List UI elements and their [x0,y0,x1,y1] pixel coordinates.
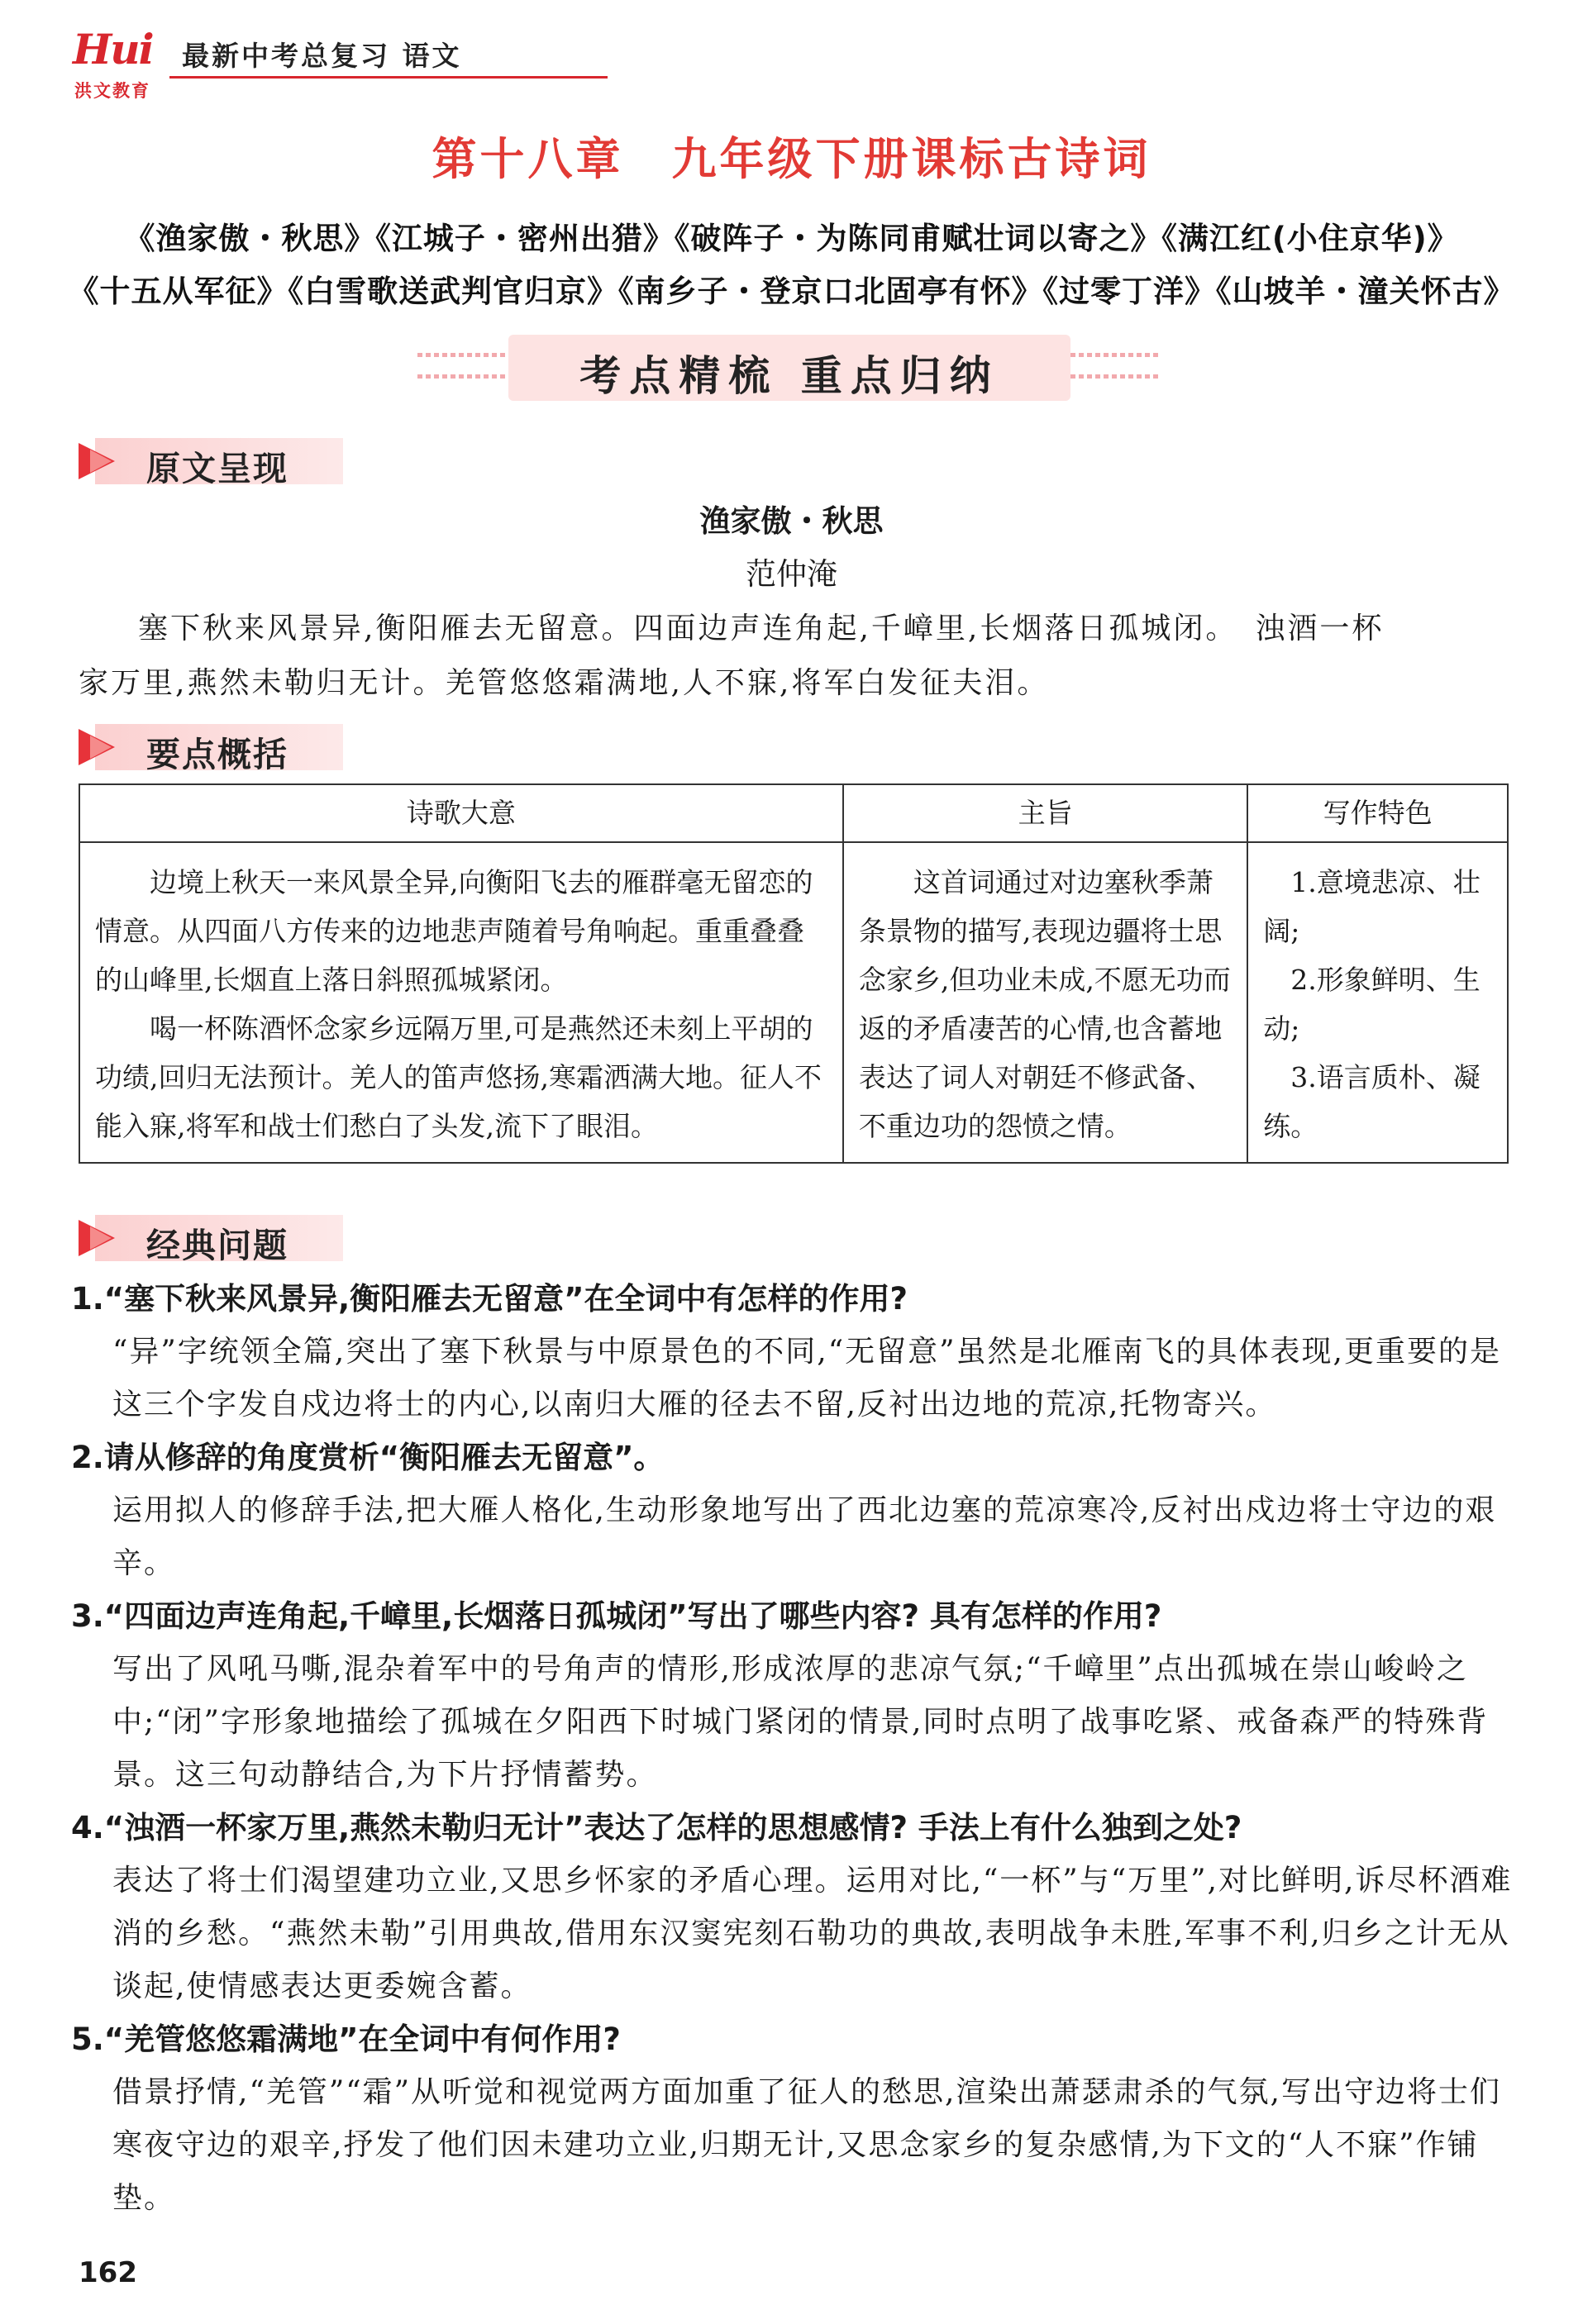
section-banner [417,335,1161,401]
question-1: 1.“塞下秋来风景异,衡阳雁去无留意”在全词中有怎样的作用? [71,1281,908,1317]
col-header-meaning: 诗歌大意 [79,784,843,842]
chapter-title: 第十八章 九年级下册课标古诗词 [432,133,1151,185]
theme-paragraph: 这首词通过对边塞秋季萧条景物的描写,表现边疆将士思念家乡,但功业未成,不愿无功而返的矛盾凄苦的心情,也含蓄地表达了词人对朝廷不修武备、不重边功的怨愤之情。 [858,866,1231,1142]
poem-author: 范仲淹 [746,556,837,592]
feature-item: 3.语言质朴、凝练。 [1263,1061,1480,1142]
meaning-paragraph-1: 边境上秋天一来风景全异,向衡阳飞去的雁群毫无留恋的情意。从四面八方传来的边地悲声随着号角响起。重重叠叠的山峰里,长烟直上落日斜照孤城紧闭。 [95,866,813,996]
header-rule [169,76,608,79]
section-label: 要点概括 [146,735,288,774]
section-questions [79,1215,343,1265]
book-title: 最新中考总复习 语文 [182,40,462,72]
question-2: 2.请从修辞的角度赏析“衡阳雁去无留意”。 [71,1440,665,1475]
summary-table [79,783,1509,1164]
cell-meaning [79,842,843,1163]
section-summary [79,724,343,774]
page-header [66,25,554,101]
poem-list-line2: 《十五从军征》《白雪歌送武判官归京》《南乡子・登京口北固亭有怀》《过零丁洋》《山坡羊・潼关怀古》 [68,274,1515,309]
brand-logo: Hui [73,25,153,74]
col-header-features: 写作特色 [1247,784,1508,842]
answer-2: 运用拟人的修辞手法,把大雁人格化,生动形象地写出了西北边塞的荒凉寒冷,反衬出戍边将士守边的艰辛。 [112,1493,1497,1580]
meaning-paragraph-2: 喝一杯陈酒怀念家乡远隔万里,可是燕然还未刻上平胡的功绩,回归无法预计。羌人的笛声悠扬,寒霜洒满大地。征人不能入寐,将军和战士们愁白了头发,流下了眼泪。 [95,1012,822,1142]
section-original [79,438,343,488]
poem-line-1: 塞下秋来风景异,衡阳雁去无留意。四面边声连角起,千嶂里,长烟落日孤城闭。 浊酒一杯 [138,612,1385,645]
question-4: 4.“浊酒一杯家万里,燕然未勒归无计”表达了怎样的思想感情? 手法上有什么独到之处? [71,1810,1242,1845]
cell-features [1247,842,1508,1163]
poem-list-line1: 《渔家傲・秋思》《江城子・密州出猎》《破阵子・为陈同甫赋壮词以寄之》《满江红(小住京华)》 [124,221,1459,256]
question-3: 3.“四面边声连角起,千嶂里,长烟落日孤城闭”写出了哪些内容? 具有怎样的作用? [71,1598,1162,1634]
feature-item: 1.意境悲凉、壮阔; [1263,866,1480,947]
section-label: 经典问题 [146,1226,288,1265]
feature-item: 2.形象鲜明、生动; [1263,964,1480,1045]
col-header-theme: 主旨 [843,784,1247,842]
brand-name: 洪文教育 [74,81,150,101]
answer-3: 写出了风吼马嘶,混杂着军中的号角声的情形,形成浓厚的悲凉气氛;“千嶂里”点出孤城在崇山峻岭之中;“闭”字形象地描绘了孤城在夕阳西下时城门紧闭的情景,同时点明了战事吃紧、戒备森严的特殊背景。这三句动静结合,为下片抒情蓄势。 [112,1652,1489,1792]
poem-line-2: 家万里,燕然未勒归无计。羌管悠悠霜满地,人不寐,将军白发征夫泪。 [79,666,1050,700]
question-list [71,1273,1514,2225]
question-5: 5.“羌管悠悠霜满地”在全词中有何作用? [71,2022,621,2057]
section-label: 原文呈现 [146,449,288,488]
answer-5: 借景抒情,“羌管”“霜”从听觉和视觉两方面加重了征人的愁思,渲染出萧瑟肃杀的气氛,写出守边将士们寒夜守边的艰辛,抒发了他们因未建功立业,归期无计,又思念家乡的复杂感情,为下文的“人不寐”作铺垫。 [112,2075,1501,2215]
answer-1: “异”字统领全篇,突出了塞下秋景与中原景色的不同,“无留意”虽然是北雁南飞的具体表现,更重要的是这三个字发自戍边将士的内心,以南归大雁的径去不留,反衬出边地的荒凉,托物寄兴。 [112,1335,1501,1422]
page-number: 162 [79,2256,137,2289]
banner-text: 考点精梳 重点归纳 [579,352,999,400]
poem-title: 渔家傲・秋思 [699,502,884,539]
cell-theme [843,842,1247,1163]
answer-4: 表达了将士们渴望建功立业,又思乡怀家的矛盾心理。运用对比,“一杯”与“万里”,对比鲜明,诉尽杯酒难消的乡愁。“燕然未勒”引用典故,借用东汉窦宪刻石勒功的典故,表明战争未胜,军事不利,归乡之计无从谈起,使情感表达更委婉含蓄。 [112,1864,1513,2003]
